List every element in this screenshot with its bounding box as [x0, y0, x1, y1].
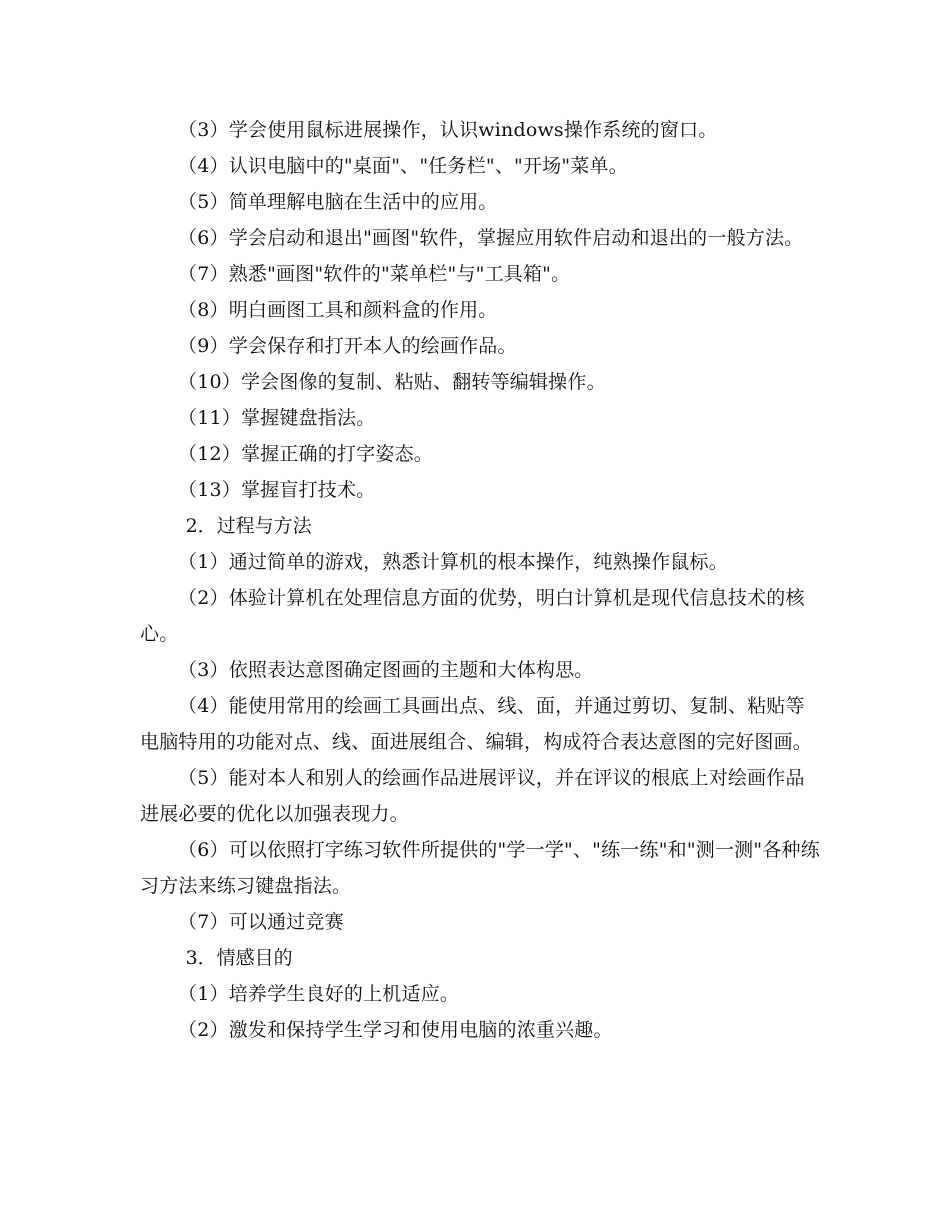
- process-paragraph-7: （7）可以通过竞赛: [178, 911, 344, 933]
- process-paragraph-4: （4）能使用常用的绘画工具画出点、线、面，并通过剪切、复制、粘贴等电脑特用的功能对点、线、面进展组合、编辑，构成符合表达意图的完好图画。: [140, 695, 813, 753]
- section-heading-process-methods: 2．过程与方法: [185, 515, 312, 537]
- paragraph-8: （8）明白画图工具和颜料盒的作用。: [178, 299, 498, 321]
- paragraph-11: （11）掌握键盘指法。: [178, 407, 376, 429]
- emotion-paragraph-2: （2）激发和保持学生学习和使用电脑的浓重兴趣。: [178, 1019, 613, 1041]
- document-body: [140, 112, 822, 1048]
- process-paragraph-5: （5）能对本人和别人的绘画作品进展评议，并在评议的根底上对绘画作品进展必要的优化以加强表现力。: [140, 767, 805, 825]
- process-paragraph-3: （3）依照表达意图确定图画的主题和大体构思。: [178, 659, 594, 681]
- paragraph-6: （6）学会启动和退出"画图"软件，掌握应用软件启动和退出的一般方法。: [178, 227, 804, 249]
- process-paragraph-2: （2）体验计算机在处理信息方面的优势，明白计算机是现代信息技术的核心。: [140, 587, 805, 645]
- paragraph-7: （7）熟悉"画图"软件的"菜单栏"与"工具箱"。: [178, 263, 571, 285]
- paragraph-13: （13）掌握盲打技术。: [178, 479, 376, 501]
- process-paragraph-1: （1）通过简单的游戏，熟悉计算机的根本操作，纯熟操作鼠标。: [178, 551, 728, 573]
- process-paragraph-6: （6）可以依照打字练习软件所提供的"学一学"、"练一练"和"测一测"各种练习方法来练习键盘指法。: [140, 839, 820, 897]
- paragraph-10: （10）学会图像的复制、粘贴、翻转等编辑操作。: [178, 371, 606, 393]
- paragraph-9: （9）学会保存和打开本人的绘画作品。: [178, 335, 517, 357]
- paragraph-12: （12）掌握正确的打字姿态。: [178, 443, 433, 465]
- section-heading-emotion-goals: 3．情感目的: [185, 947, 293, 969]
- emotion-paragraph-1: （1）培养学生良好的上机适应。: [178, 983, 460, 1005]
- paragraph-3: （3）学会使用鼠标进展操作，认识windows操作系统的窗口。: [178, 119, 718, 141]
- paragraph-4: （4）认识电脑中的"桌面"、"任务栏"、"开场"菜单。: [178, 155, 628, 177]
- paragraph-5: （5）简单理解电脑在生活中的应用。: [178, 191, 498, 213]
